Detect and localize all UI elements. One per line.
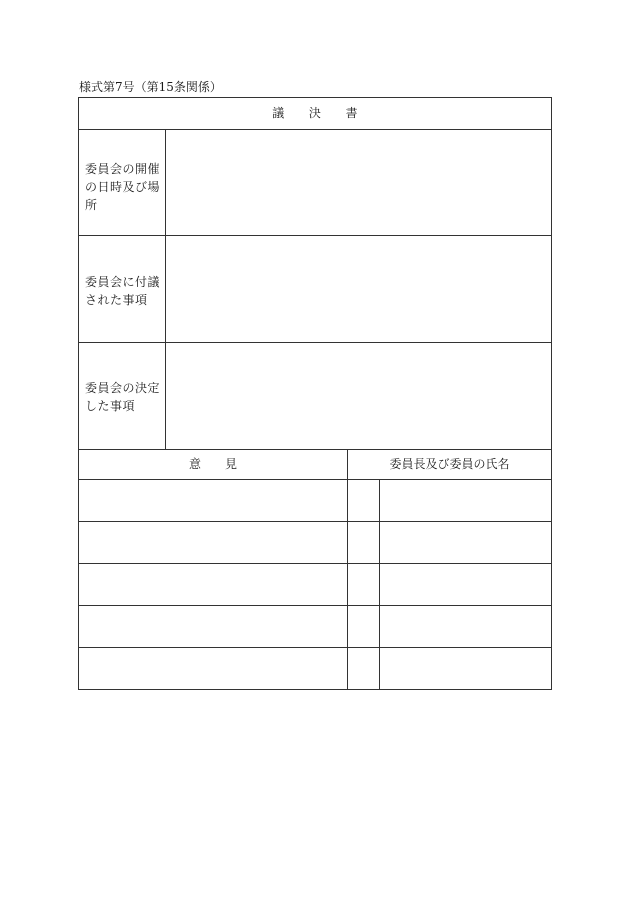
signer-name-cell[interactable] xyxy=(381,607,550,647)
signer-name-cell[interactable] xyxy=(381,481,550,521)
row-label-meeting-datetime-place: 委員会の開催の日時及び場所 xyxy=(85,162,161,212)
opinion-header: 意 見 xyxy=(188,457,237,471)
divider xyxy=(79,129,551,130)
opinion-cell[interactable] xyxy=(81,607,345,647)
divider xyxy=(79,647,551,648)
meeting-datetime-place-field[interactable] xyxy=(167,131,550,235)
signer-name-cell[interactable] xyxy=(381,649,550,688)
row-label-decided-matters: 委員会の決定した事項 xyxy=(85,381,161,413)
decided-matters-field[interactable] xyxy=(167,344,550,448)
signer-title-cell[interactable] xyxy=(349,481,378,521)
form-number-label: 様式第7号（第15条関係） xyxy=(79,80,222,94)
signers-header: 委員長及び委員の氏名 xyxy=(389,457,510,471)
opinion-cell[interactable] xyxy=(81,565,345,605)
opinion-cell[interactable] xyxy=(81,523,345,563)
opinion-cell[interactable] xyxy=(81,481,345,521)
signer-name-cell[interactable] xyxy=(381,565,550,605)
signer-title-cell[interactable] xyxy=(349,565,378,605)
divider xyxy=(79,235,551,236)
divider xyxy=(79,521,551,522)
divider xyxy=(79,479,551,480)
signer-title-cell[interactable] xyxy=(349,649,378,688)
referred-matters-field[interactable] xyxy=(167,237,550,341)
divider xyxy=(347,449,348,689)
divider xyxy=(79,449,551,450)
form-title: 議 決 書 xyxy=(272,106,358,120)
resolution-form-table xyxy=(78,97,552,690)
divider xyxy=(79,342,551,343)
divider xyxy=(165,129,166,449)
signer-name-cell[interactable] xyxy=(381,523,550,563)
signer-title-cell[interactable] xyxy=(349,607,378,647)
divider xyxy=(379,479,380,689)
signer-title-cell[interactable] xyxy=(349,523,378,563)
opinion-cell[interactable] xyxy=(81,649,345,688)
divider xyxy=(79,563,551,564)
divider xyxy=(79,605,551,606)
row-label-referred-matters: 委員会に付議された事項 xyxy=(85,275,161,307)
